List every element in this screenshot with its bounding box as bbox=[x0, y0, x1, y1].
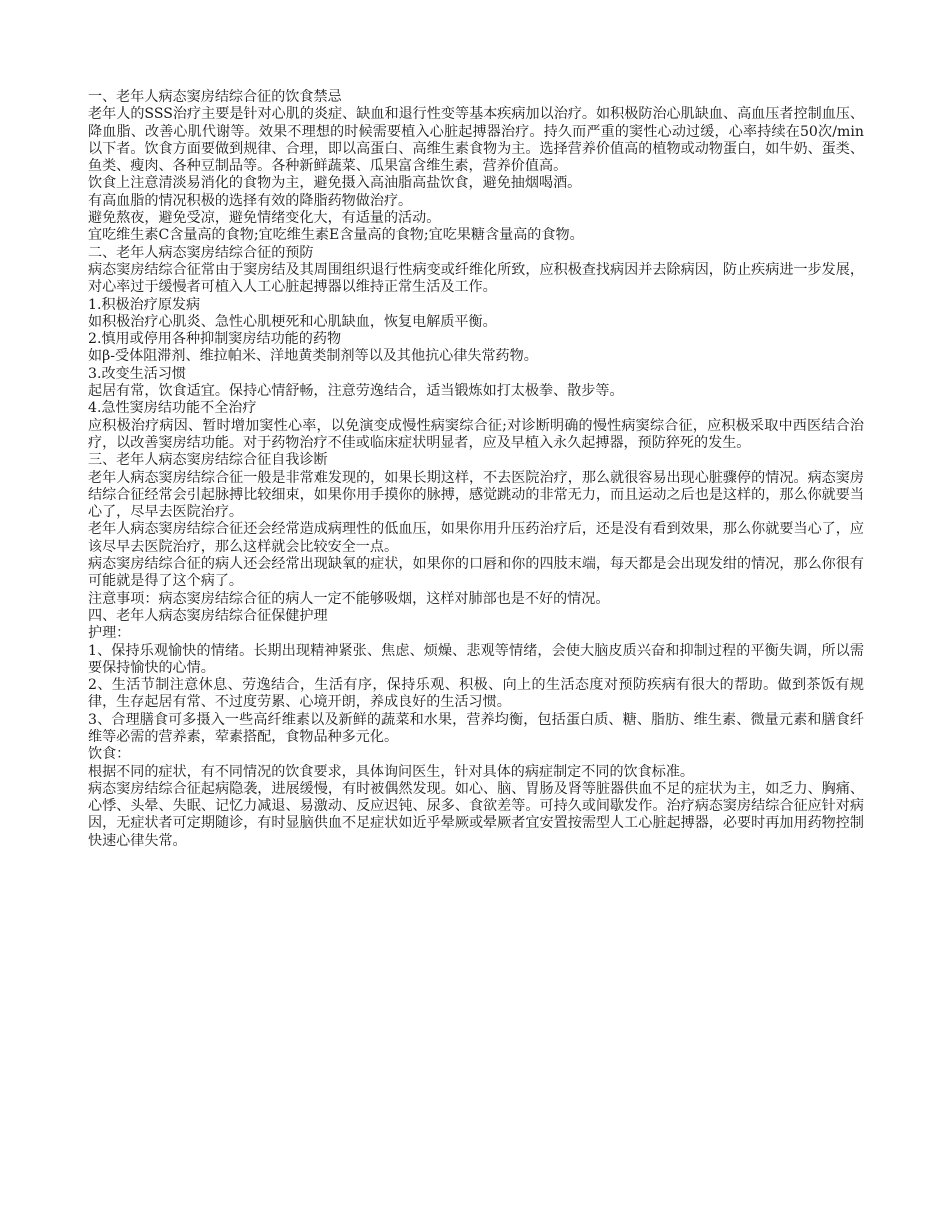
subheading: 2.慎用或停用各种抑制窦房结功能的药物 bbox=[88, 331, 342, 348]
paragraph: 注意事项：病态窦房结综合征的病人一定不能够吸烟，这样对肺部也是不好的情况。 bbox=[88, 590, 610, 607]
subheading: 3.改变生活习惯 bbox=[88, 365, 187, 382]
paragraph: 病态窦房结综合征常由于窦房结及其周围组织退行性病变或纤维化所致，应积极查找病因并去除病因，防止疾病进一步发展，对心率过于缓慢者可植入人工心脏起搏器以维持正常生活及工作。 bbox=[88, 261, 864, 296]
paragraph: 老年人病态窦房结综合征一般是非常难发现的，如果长期这样，不去医院治疗，那么就很容易出现心脏骤停的情况。病态窦房结综合征经常会引起脉搏比较细束，如果你用手摸你的脉搏，感觉跳动的非常无力，而且运动之后也是这样的，那么你就要当心了，尽早去医院治疗。 bbox=[88, 469, 864, 521]
paragraph: 如积极治疗心肌炎、急性心肌梗死和心肌缺血，恢复电解质平衡。 bbox=[88, 313, 497, 330]
paragraph: 应积极治疗病因、暂时增加窦性心率，以免演变成慢性病窦综合征;对诊断明确的慢性病窦综合征，应积极采取中西医结合治疗，以改善窦房结功能。对于药物治疗不佳或临床症状明显者，应及早植入永久起搏器，预防猝死的发生。 bbox=[88, 417, 864, 451]
section-heading-self-diagnosis: 三、老年人病态窦房结综合征自我诊断 bbox=[88, 452, 328, 469]
section-heading-diet-taboos: 一、老年人病态窦房结综合征的饮食禁忌 bbox=[88, 89, 342, 105]
subheading: 1.积极治疗原发病 bbox=[88, 296, 201, 313]
paragraph: 2、生活节制注意休息、劳逸结合，生活有序，保持乐观、积极、向上的生活态度对预防疾病有很大的帮助。做到茶饭有规律，生存起居有常、不过度劳累、心境开朗，养成良好的生活习惯。 bbox=[88, 677, 864, 711]
paragraph: 避免熬夜，避免受凉，避免情绪变化大，有适量的活动。 bbox=[88, 210, 441, 227]
document-body bbox=[88, 89, 864, 850]
section-heading-care: 四、老年人病态窦房结综合征保健护理 bbox=[88, 607, 328, 624]
paragraph: 有高血脂的情况积极的选择有效的降脂药物做治疗。 bbox=[88, 192, 413, 209]
paragraph: 根据不同的症状，有不同情况的饮食要求，具体询问医生，针对具体的病症制定不同的饮食标准。 bbox=[88, 763, 695, 780]
subheading: 4.急性窦房结功能不全治疗 bbox=[88, 400, 257, 417]
paragraph: 老年人的SSS治疗主要是针对心肌的炎症、缺血和退行性变等基本疾病加以治疗。如积极防治心肌缺血、高血压者控制血压、降血脂、改善心肌代谢等。效果不理想的时候需要植入心脏起搏器治疗。持久而严重的窦性心动过缓，心率持续在50次/min以下者。饮食方面要做到规律、合理，即以高蛋白、高维生素食物为主。选择营养价值高的植物或动物蛋白，如牛奶、蛋类、鱼类、瘦肉、各种豆制品等。各种新鲜蔬菜、瓜果富含维生素，营养价值高。 bbox=[88, 106, 864, 175]
paragraph: 3、合理膳食可多摄入一些高纤维素以及新鲜的蔬菜和水果，营养均衡，包括蛋白质、糖、脂肪、维生素、微量元素和膳食纤维等必需的营养素，荤素搭配，食物品种多元化。 bbox=[88, 711, 864, 745]
paragraph: 1、保持乐观愉快的情绪。长期出现精神紧张、焦虑、烦燥、悲观等情绪，会使大脑皮质兴奋和抑制过程的平衡失调，所以需要保持愉快的心情。 bbox=[88, 642, 864, 676]
paragraph: 宜吃维生素C含量高的食物;宜吃维生素E含量高的食物;宜吃果糖含量高的食物。 bbox=[88, 227, 584, 244]
subheading: 饮食： bbox=[88, 746, 131, 763]
paragraph: 起居有常，饮食适宜。保持心情舒畅，注意劳逸结合，适当锻炼如打太极拳、散步等。 bbox=[88, 383, 624, 400]
paragraph: 饮食上注意清淡易消化的食物为主，避免摄入高油脂高盐饮食，避免抽烟喝酒。 bbox=[88, 175, 582, 192]
paragraph: 老年人病态窦房结综合征还会经常造成病理性的低血压，如果你用升压药治疗后，还是没有看到效果，那么你就要当心了，应该尽早去医院治疗，那么这样就会比较安全一点。 bbox=[88, 521, 864, 555]
section-heading-prevention: 二、老年人病态窦房结综合征的预防 bbox=[88, 244, 314, 261]
paragraph: 病态窦房结综合征的病人还会经常出现缺氧的症状，如果你的口唇和你的四肢末端，每天都是会出现发绀的情况，那么你很有可能就是得了这个病了。 bbox=[88, 556, 864, 590]
paragraph: 如β-受体阻滞剂、维拉帕米、洋地黄类制剂等以及其他抗心律失常药物。 bbox=[88, 348, 538, 365]
paragraph: 病态窦房结综合征起病隐袭，进展缓慢，有时被偶然发现。如心、脑、胃肠及肾等脏器供血不足的症状为主，如乏力、胸痛、心悸、头晕、失眠、记忆力减退、易激动、反应迟钝、尿多、食欲差等。可持久或间歇发作。治疗病态窦房结综合征应针对病因，无症状者可定期随诊，有时显脑供血不足症状如近乎晕厥或晕厥者宜安置按需型人工心脏起搏器，必要时再加用药物控制快速心律失常。 bbox=[88, 780, 864, 849]
subheading: 护理： bbox=[88, 625, 131, 642]
